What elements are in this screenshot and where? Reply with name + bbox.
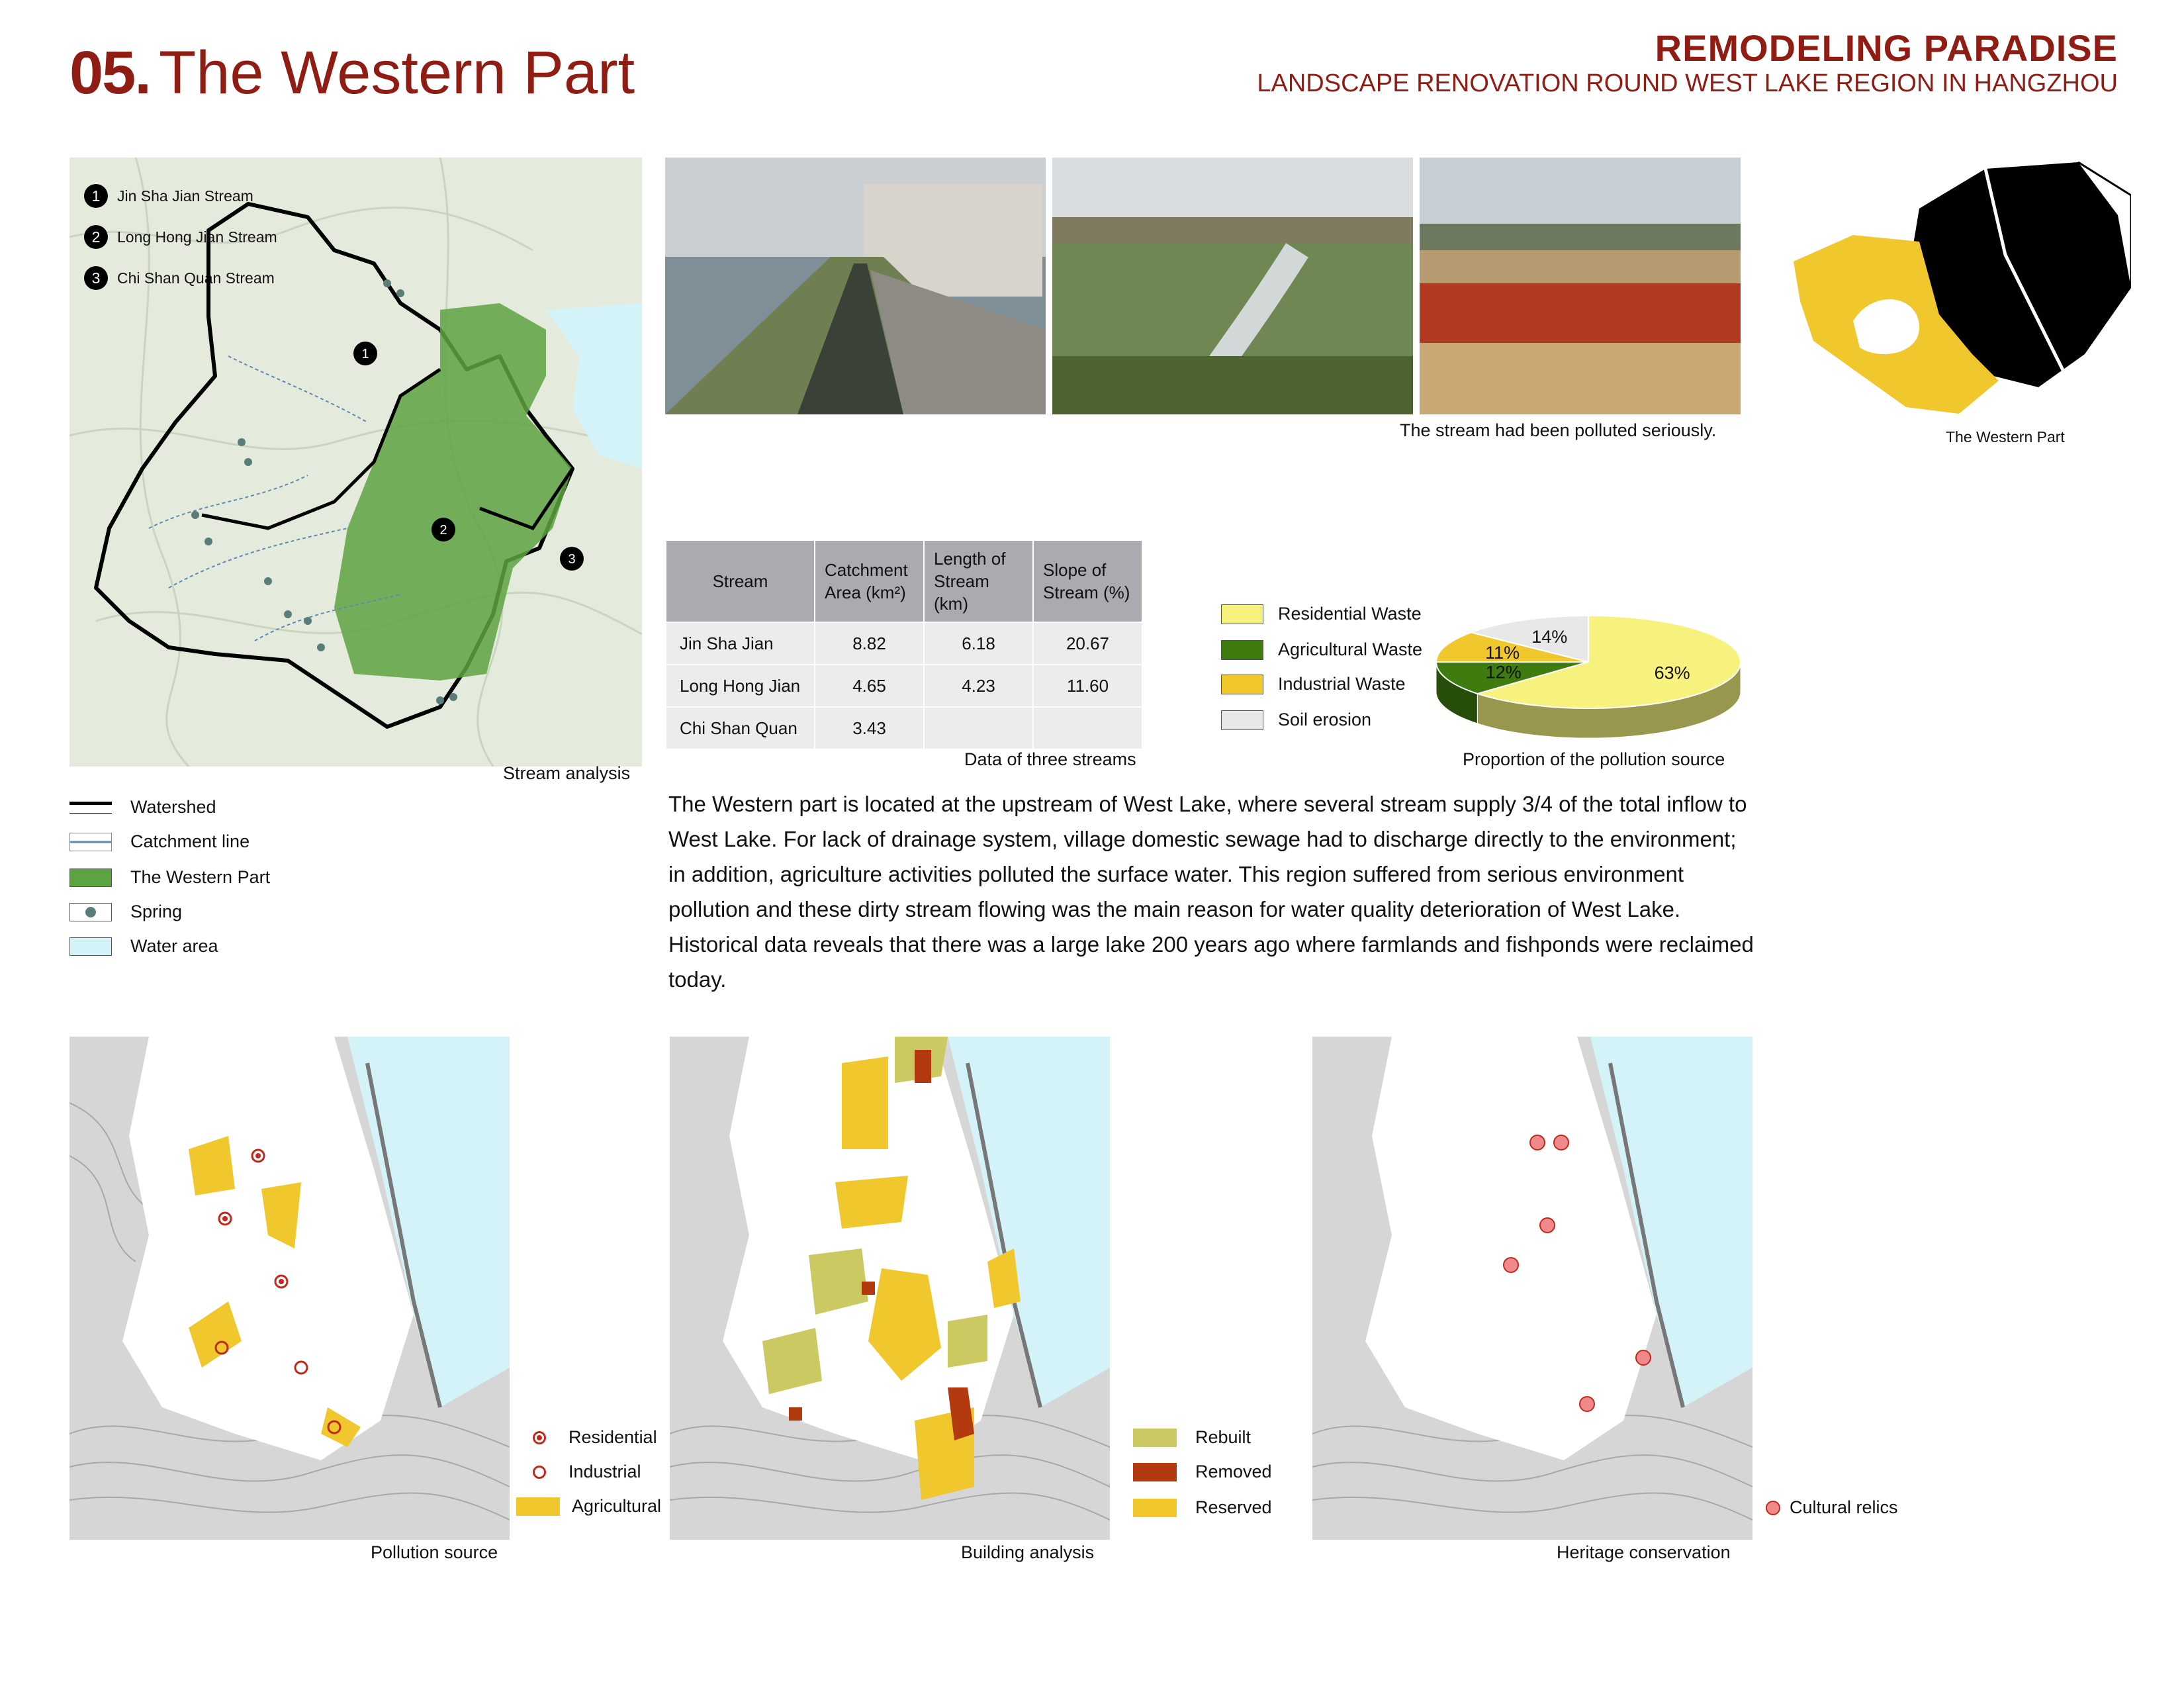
stream-photo-3	[1420, 158, 1741, 414]
pie-label-residential-waste: 63%	[1654, 663, 1690, 683]
rebuilt-swatch	[1133, 1429, 1177, 1447]
heritage-conservation-caption: Heritage conservation	[1557, 1542, 1731, 1562]
legend-label: Soil erosion	[1278, 710, 1372, 729]
stream-number-badge: 3	[84, 266, 108, 290]
table-cell: 6.18	[924, 622, 1033, 665]
legend-label: Agricultural	[572, 1496, 662, 1516]
water-area-swatch	[69, 937, 112, 956]
legend-agricultural	[516, 1496, 661, 1517]
table-row	[666, 707, 1142, 749]
building-analysis-map	[670, 1037, 1110, 1540]
table-cell: 3.43	[815, 707, 924, 749]
table-caption: Data of three streams	[964, 749, 1136, 769]
legend-spring	[69, 902, 182, 922]
legend-residential	[533, 1427, 657, 1448]
legend-label: The Western Part	[130, 867, 271, 887]
legend-label: Spring	[130, 902, 183, 921]
description-paragraph: The Western part is located at the upstream of West Lake, where several stream supply 3/4 of the total inflow to West Lake. For lack of drainage system, village domestic sewage had to discharge directly to the environment; in addition, agriculture activities polluted the surface water. This region suffered from serious environment pollution and these dirty stream flowing was the main reason for water quality deterioration of West Lake. Historical data reveals that there was a large lake 200 years ago where farmlands and fishponds were reclaimed today.	[668, 792, 1754, 992]
legend-reserved	[1133, 1497, 1272, 1518]
stream-photo-1	[665, 158, 1046, 414]
pie-legend-agricultural	[1221, 639, 1422, 660]
pie-legend-residential	[1221, 604, 1422, 624]
legend-water-area	[69, 936, 218, 957]
residential-marker	[533, 1431, 546, 1444]
industrial-swatch	[1221, 675, 1263, 694]
residential-swatch	[1221, 604, 1263, 624]
table-cell: Chi Shan Quan	[666, 707, 815, 749]
legend-label: Catchment line	[130, 831, 250, 851]
stream-data-table	[665, 539, 1143, 750]
table-cell: Long Hong Jian	[666, 665, 815, 707]
stream-number-badge: 1	[84, 184, 108, 208]
legend-label: Residential Waste	[1278, 604, 1422, 624]
table-cell: 20.67	[1033, 622, 1142, 665]
legend-rebuilt	[1133, 1427, 1251, 1448]
table-cell: 11.60	[1033, 665, 1142, 707]
stream-number-badge: 2	[84, 225, 108, 249]
legend-label: Cultural relics	[1790, 1497, 1898, 1517]
legend-label: Residential	[569, 1427, 657, 1447]
soil-erosion-swatch	[1221, 710, 1263, 730]
project-title: REMODELING PARADISE	[1655, 27, 2118, 69]
watershed-swatch	[69, 802, 112, 814]
pollution-source-caption: Pollution source	[371, 1542, 498, 1562]
table-cell	[924, 707, 1033, 749]
pie-label-agricultural-waste: 12%	[1485, 662, 1522, 682]
stream-marker-2: 2	[439, 523, 447, 538]
photos-caption: The stream had been polluted seriously.	[1400, 420, 1717, 440]
reserved-swatch	[1133, 1499, 1177, 1517]
agricultural-swatch	[516, 1497, 560, 1516]
locator-map	[1787, 156, 2131, 447]
legend-label: Agricultural Waste	[1278, 639, 1423, 659]
legend-removed	[1133, 1462, 1272, 1482]
table-cell: 4.23	[924, 665, 1033, 707]
table-row	[666, 622, 1142, 665]
stream-key-label: Jin Sha Jian Stream	[117, 187, 253, 205]
industrial-marker	[533, 1466, 546, 1479]
section-number: 05.	[69, 39, 150, 107]
table-cell: Jin Sha Jian	[666, 622, 815, 665]
spring-swatch	[69, 903, 112, 921]
table-cell	[1033, 707, 1142, 749]
legend-label: Reserved	[1195, 1497, 1272, 1517]
stream-marker-3: 3	[568, 552, 576, 567]
table-header-cell: Slope of Stream (%)	[1033, 540, 1142, 622]
stream-key-label: Long Hong Jian Stream	[117, 228, 277, 246]
table-cell: 8.82	[815, 622, 924, 665]
legend-label: Rebuilt	[1195, 1427, 1251, 1447]
stream-analysis-map	[69, 158, 642, 767]
heritage-conservation-map	[1312, 1037, 1752, 1540]
stream-analysis-caption: Stream analysis	[503, 763, 631, 783]
table-header-row	[666, 540, 1142, 622]
removed-swatch	[1133, 1463, 1177, 1481]
stream-photo-2	[1052, 158, 1413, 414]
stream-key-item	[84, 225, 277, 249]
legend-western-part	[69, 867, 270, 888]
stream-key-item	[84, 266, 277, 290]
legend-catchment-line	[69, 831, 250, 852]
pie-label-soil-erosion: 14%	[1531, 626, 1568, 647]
table-header-cell: Length of Stream (km)	[924, 540, 1033, 622]
agricultural-swatch	[1221, 640, 1263, 660]
stream-marker-1: 1	[361, 347, 369, 361]
legend-industrial	[533, 1462, 641, 1482]
pie-chart-title: Proportion of the pollution source	[1463, 749, 1725, 769]
legend-label: Removed	[1195, 1462, 1272, 1481]
pie-label-industrial-waste: 11%	[1485, 642, 1520, 663]
table-header-cell: Catchment Area (km²)	[815, 540, 924, 622]
legend-cultural-relics	[1766, 1497, 1898, 1518]
table-row	[666, 665, 1142, 707]
page-title: The Western Part	[159, 39, 635, 107]
pollution-source-map	[69, 1037, 510, 1540]
stream-key-label: Chi Shan Quan Stream	[117, 269, 275, 287]
table-cell: 4.65	[815, 665, 924, 707]
legend-label: Industrial	[569, 1462, 641, 1481]
pie-legend-industrial	[1221, 674, 1406, 694]
legend-label: Industrial Waste	[1278, 674, 1406, 694]
building-analysis-caption: Building analysis	[961, 1542, 1095, 1562]
catchment-line-swatch	[69, 833, 112, 851]
stream-key	[84, 184, 277, 290]
western-part-swatch	[69, 868, 112, 887]
pie-legend-soil-erosion	[1221, 710, 1371, 730]
legend-label: Water area	[130, 936, 218, 956]
stream-key-item	[84, 184, 277, 208]
cultural-relics-marker	[1766, 1501, 1780, 1515]
table-header-cell: Stream	[666, 540, 815, 622]
project-subtitle: LANDSCAPE RENOVATION ROUND WEST LAKE REGION IN HANGZHOU	[1257, 70, 2118, 97]
legend-label: Watershed	[130, 797, 216, 817]
legend-watershed	[69, 797, 216, 818]
locator-label: The Western Part	[1946, 428, 2065, 445]
pollution-pie-chart	[1423, 609, 1754, 748]
